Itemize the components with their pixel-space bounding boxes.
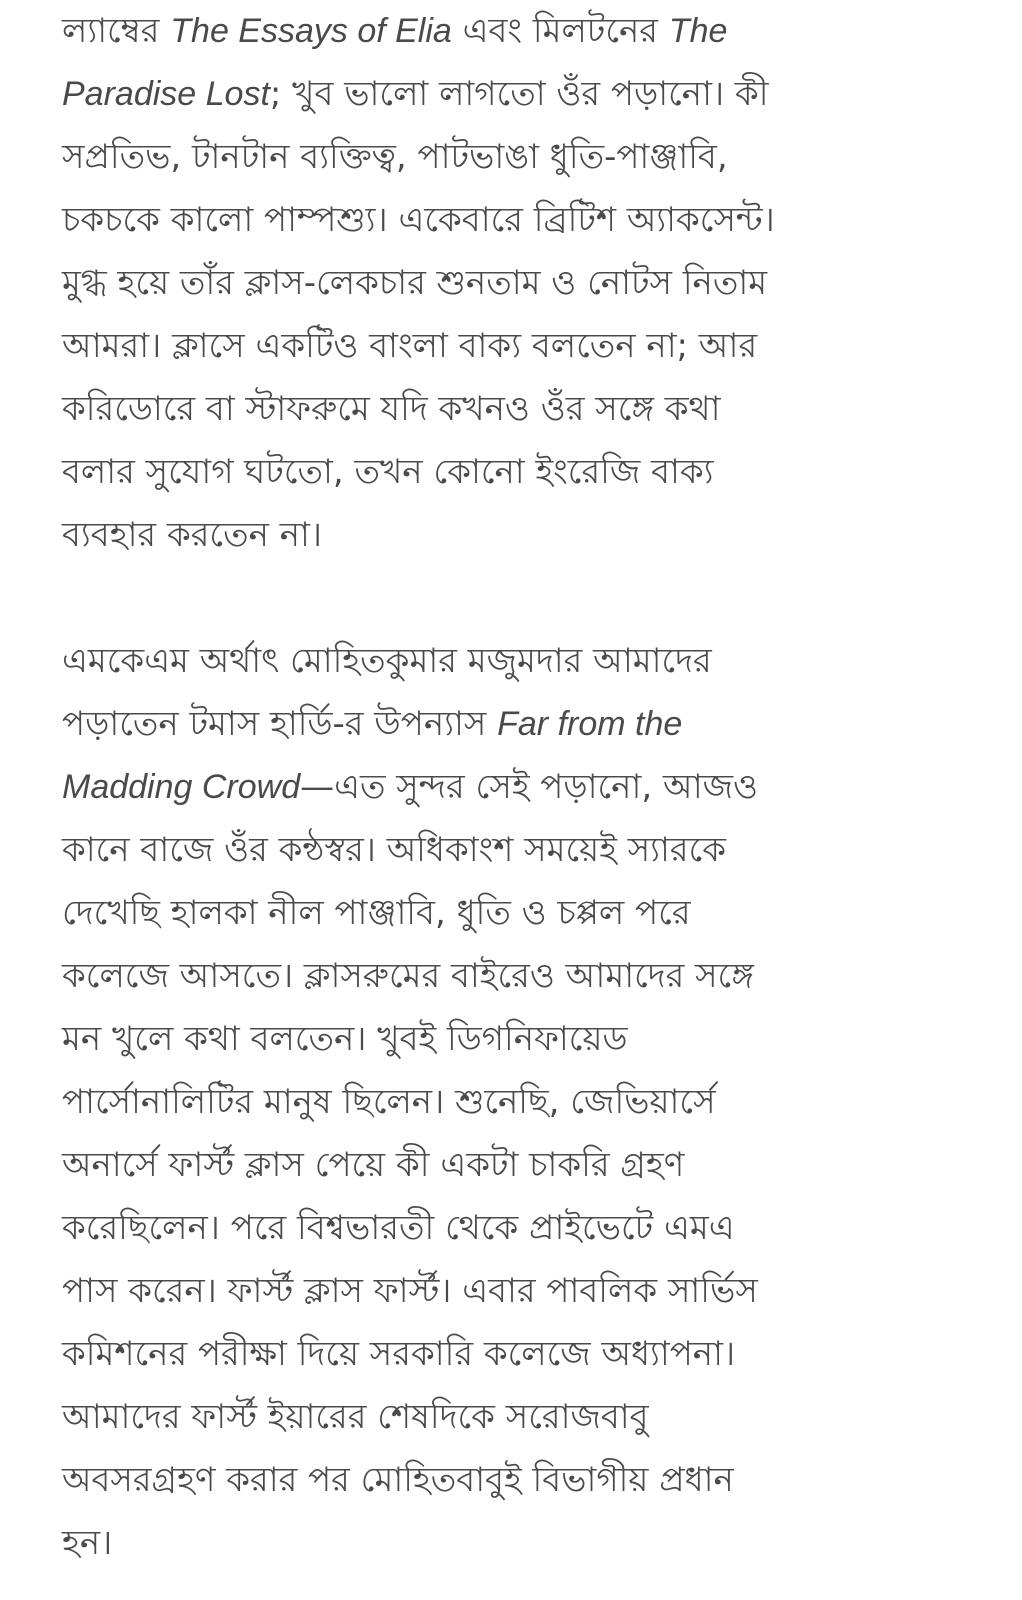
text-run: দেখেছি হালকা নীল পাঞ্জাবি, ধুতি ও চপ্পল পরে [62,893,691,933]
italic-title-run: The [668,12,728,50]
text-line [62,630,1007,693]
text-run: কানে বাজে ওঁর কন্ঠস্বর। অধিকাংশ সময়েই স্যারকে [62,830,727,870]
text-run: পাস করেন। ফার্স্ট ক্লাস ফার্স্ট। এবার পাবলিক সার্ভিস [62,1271,758,1311]
paragraph-1 [62,0,1007,567]
text-run: সপ্রতিভ, টানটান ব্যক্তিত্ব, পাটভাঙা ধুতি-পাঞ্জাবি, [62,137,728,177]
text-line [62,1512,1007,1575]
text-line [62,1134,1007,1197]
text-run: মুগ্ধ হয়ে তাঁর ক্লাস-লেকচার শুনতাম ও নোটস নিতাম [62,263,768,303]
text-line [62,882,1007,945]
text-run: অবসরগ্রহণ করার পর মোহিতবাবুই বিভাগীয় প্রধান [62,1460,734,1500]
text-line [62,1260,1007,1323]
article-text [62,0,1007,1575]
text-line [62,1071,1007,1134]
text-run: আমরা। ক্লাসে একটিও বাংলা বাক্য বলতেন না; আর [62,326,758,366]
text-line [62,315,1007,378]
text-line [62,441,1007,504]
text-line [62,1197,1007,1260]
text-run: চকচকে কালো পাম্পশ্যু। একেবারে ব্রিটিশ অ্যাকসেন্ট। [62,200,775,240]
text-run: কলেজে আসতে। ক্লাসরুমের বাইরেও আমাদের সঙ্গে [62,956,754,996]
text-line [62,945,1007,1008]
italic-title-run: The Essays of Elia [170,12,452,50]
text-run: বলার সুযোগ ঘটতো, তখন কোনো ইংরেজি বাক্য [62,452,714,492]
text-line [62,0,1007,63]
text-line [62,63,1007,126]
text-run: এমকেএম অর্থাৎ মোহিতকুমার মজুমদার আমাদের [62,641,712,681]
text-run: এবং মিলটনের [451,11,669,51]
paragraph-2 [62,630,1007,1575]
text-run: মন খুলে কথা বলতেন। খুবই ডিগনিফায়েড [62,1019,628,1059]
text-line [62,378,1007,441]
text-run: ; খুব ভালো লাগতো ওঁর পড়ানো। কী [269,74,769,114]
text-line [62,504,1007,567]
text-line [62,252,1007,315]
text-line [62,126,1007,189]
text-line [62,819,1007,882]
text-run: আমাদের ফার্স্ট ইয়ারের শেষদিকে সরোজবাবু [62,1397,649,1437]
text-line [62,1323,1007,1386]
italic-title-run: Madding Crowd [62,768,301,806]
text-run: পার্সোনালিটির মানুষ ছিলেন। শুনেছি, জেভিয়ার্সে [62,1082,716,1122]
text-line [62,693,1007,756]
text-run: অনার্সে ফার্স্ট ক্লাস পেয়ে কী একটা চাকরি গ্রহণ [62,1145,685,1185]
text-run: ল্যাম্বের [62,11,171,51]
text-run: পড়াতেন টমাস হার্ডি-র উপন্যাস [62,704,498,744]
text-line [62,756,1007,819]
text-run: ব্যবহার করতেন না। [62,515,323,555]
text-run: —এত সুন্দর সেই পড়ানো, আজও [300,767,759,807]
text-line [62,1008,1007,1071]
text-run: করিডোরে বা স্টাফরুমে যদি কখনও ওঁর সঙ্গে কথা [62,389,721,429]
italic-title-run: Paradise Lost [62,75,270,113]
text-line [62,189,1007,252]
text-run: কমিশনের পরীক্ষা দিয়ে সরকারি কলেজে অধ্যাপনা। [62,1334,736,1374]
text-run: করেছিলেন। পরে বিশ্বভারতী থেকে প্রাইভেটে এমএ [62,1208,735,1248]
italic-title-run: Far from the [497,705,683,743]
text-line [62,1386,1007,1449]
text-run: হন। [62,1523,113,1563]
text-line [62,1449,1007,1512]
